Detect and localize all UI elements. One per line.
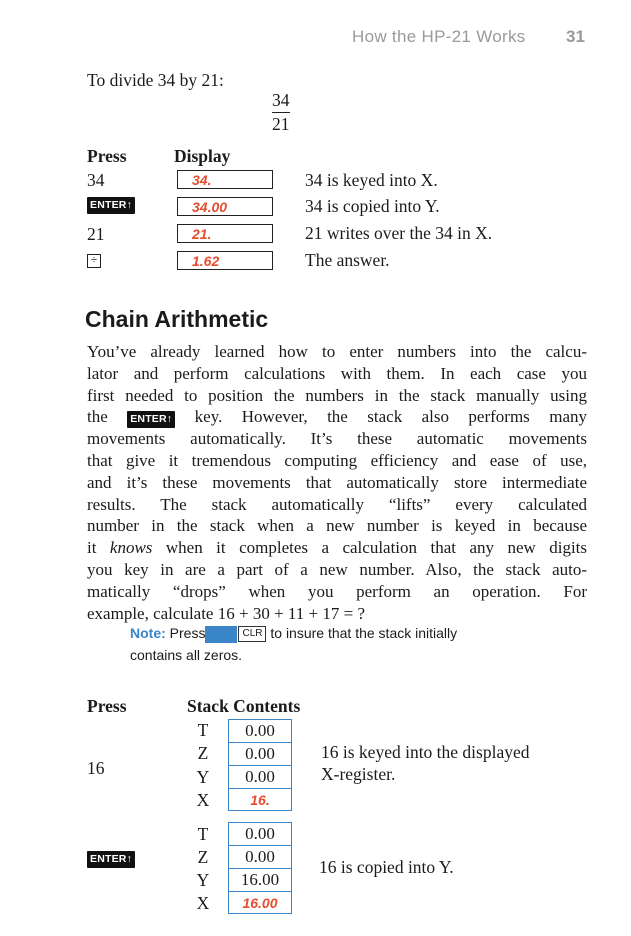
col-stack-header: Stack Contents [187,696,301,716]
register-x: X [196,790,210,810]
display-value: 21. [192,226,212,242]
note-text: Press [169,625,206,641]
step-note: 16 is copied into Y. [319,857,454,877]
register-y: Y [196,767,210,787]
row-note: 34 is copied into Y. [305,196,440,216]
paragraph-line: matically “drops” when you perform an operation. For [87,581,587,601]
row-note: The answer. [305,250,390,270]
paragraph-text: key. However, the stack also performs many [194,407,587,427]
row-note: 34 is keyed into X. [305,170,438,190]
stack-cell-t: 0.00 [228,822,292,845]
intro-text: To divide 34 by 21: [87,70,224,90]
note-label: Note: [130,625,166,641]
display-box [177,197,273,216]
paragraph-line [87,406,587,428]
section-title: Chain Arithmetic [85,306,269,332]
display-box [177,170,273,189]
note-line-2: contains all zeros. [130,647,243,663]
fraction-numerator: 34 [272,90,290,110]
row-note: 21 writes over the 34 in X. [305,223,493,243]
register-y: Y [196,870,210,890]
stack-cell-y: 16.00 [228,868,292,891]
stack-cell-x [228,891,292,914]
paragraph-line: first needed to position the numbers in the stack manually using [87,385,587,405]
press-key-16: 16 [87,758,105,778]
page-number: 31 [566,27,585,46]
display-value: 1.62 [192,253,220,269]
enter-key: ENTER↑ [87,851,135,868]
paragraph-line: lator and perform calculations with them. In each case you [87,363,587,383]
paragraph-line: results. The stack automatically “lifts” every calculated [87,494,587,514]
register-z: Z [197,847,209,867]
running-header: How the HP-21 Works [352,27,526,46]
display-value: 34. [192,172,212,188]
paragraph-line [87,537,587,559]
paragraph-text: when it completes a calculation that any new digits [165,538,588,558]
paragraph-line: movements automatically. It’s these automatic movements [87,429,587,449]
display-value: 34.00 [192,199,228,215]
press-key-21: 21 [87,224,105,244]
register-t: T [197,720,209,740]
press-key-34: 34 [87,170,105,190]
enter-key: ENTER↑ [87,197,135,214]
emphasis-word: knows [109,538,153,558]
paragraph-line: that give it tremendous computing efficiency and ease of use, [87,450,587,470]
display-box [177,224,273,243]
register-x: X [196,893,210,913]
divide-key: ÷ [87,254,101,268]
paragraph-word: the [87,407,108,427]
fraction-denominator: 21 [272,114,290,134]
body-paragraph [87,341,587,624]
stack-x-value: 16. [250,792,270,808]
note-line-1 [130,625,457,643]
note-text: to insure that the stack initially [270,625,458,641]
col-press-header: Press [87,146,127,166]
stack-x-value: 16.00 [242,895,278,911]
stack-cell-t: 0.00 [228,719,292,742]
register-z: Z [197,743,209,763]
stack-cell-y: 0.00 [228,765,292,788]
col-display-header: Display [174,146,231,166]
paragraph-line: and it’s these movements that automatically store intermediate [87,472,587,492]
step-note: 16 is keyed into the displayed [321,742,530,762]
paragraph-word: it [87,538,97,558]
step-note: X-register. [321,764,396,784]
stack-cell-z: 0.00 [228,742,292,765]
display-box [177,251,273,270]
register-t: T [197,824,209,844]
paragraph-line: You’ve already learned how to enter numbers into the calcu- [87,342,587,361]
stack-cell-z: 0.00 [228,845,292,868]
paragraph-line: number in the stack when a new number is keyed in because [87,516,587,536]
enter-key: ENTER↑ [127,411,175,428]
paragraph-line: you key in are a part of a new number. Also, the stack auto- [87,559,587,579]
blue-prefix-key [205,626,237,643]
clr-key: CLR [238,626,266,642]
col-press-header: Press [87,696,127,716]
stack-cell-x [228,788,292,811]
paragraph-line: example, calculate 16 + 30 + 11 + 17 = ? [87,603,365,623]
